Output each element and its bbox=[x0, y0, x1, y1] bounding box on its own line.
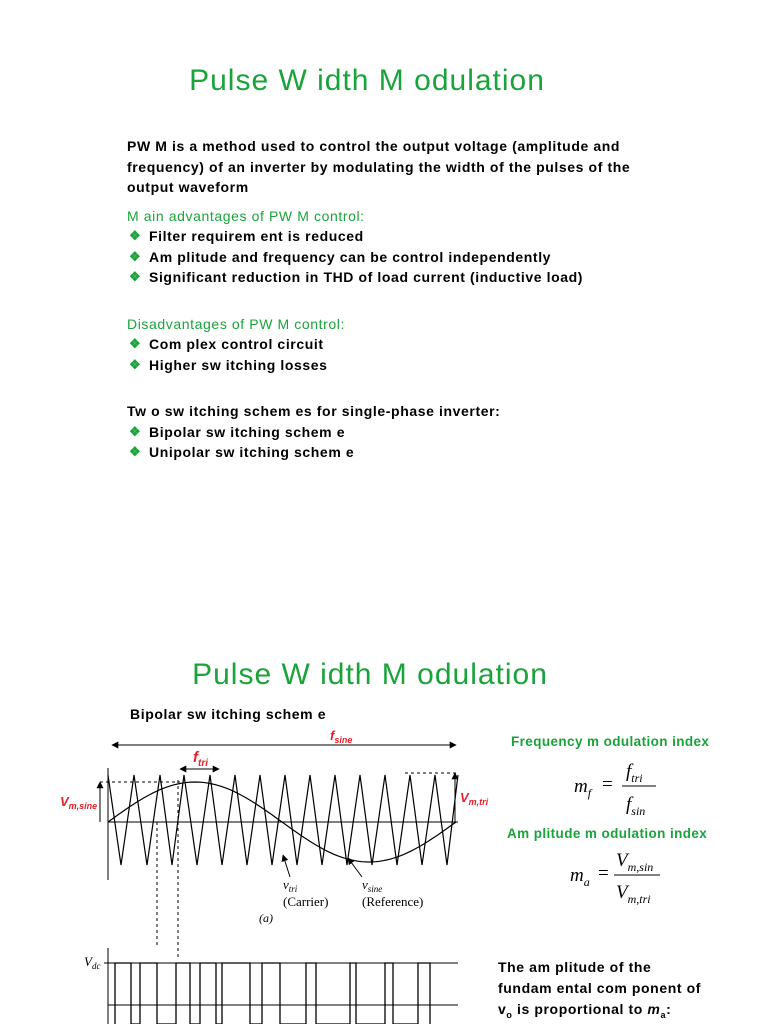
intro-paragraph: PW M is a method used to control the output voltage (amplitude and frequency) of an inverter by modulating the width of the pulses of the output waveform bbox=[127, 138, 631, 195]
v-sine-label: $v_{sine}$ bbox=[362, 877, 383, 894]
svg-text:=: = bbox=[598, 863, 609, 884]
advantages-heading: M ain advantages of PW M control: bbox=[127, 207, 365, 224]
triangle-carrier-wave bbox=[108, 775, 458, 865]
frequency-modulation-formula bbox=[574, 761, 656, 818]
list-item: ❖ Unipolar sw itching schem e bbox=[129, 444, 355, 460]
diamond-bullet-icon: ❖ bbox=[129, 336, 142, 351]
v-tri-label: $v_{tri}$ bbox=[283, 877, 298, 894]
vdc-label: $V_{dc}$ bbox=[84, 954, 101, 971]
svg-text:fsin: $f_{sin}$ bbox=[626, 794, 646, 818]
list-item: ❖ Significant reduction in THD of load current (inductive load) bbox=[129, 269, 584, 285]
svg-text:=: = bbox=[602, 774, 613, 795]
svg-text:mf: $m_f$ bbox=[574, 776, 592, 800]
list-item: ❖ Am plitude and frequency can be control independently bbox=[129, 248, 552, 265]
f-tri-label: $f_{tri}$ bbox=[193, 749, 208, 769]
vm-tri-label: $V_{m,tri}$ bbox=[460, 790, 489, 807]
diamond-bullet-icon: ❖ bbox=[129, 248, 142, 264]
svg-text:Vm,tri: $V_{m,tri}$ bbox=[616, 882, 651, 906]
diamond-bullet-icon: ❖ bbox=[129, 228, 142, 243]
svg-text:ma: $m_a$ bbox=[570, 865, 590, 889]
slide-2-title: Pulse W idth M odulation bbox=[192, 658, 548, 691]
amplitude-modulation-index-label: Am plitude m odulation index bbox=[507, 826, 708, 841]
bipolar-scheme-label: Bipolar sw itching schem e bbox=[130, 706, 327, 722]
amplitude-line-2: fundam ental com ponent of bbox=[498, 980, 702, 996]
diamond-bullet-icon: ❖ bbox=[129, 269, 142, 284]
frequency-modulation-index-label: Frequency m odulation index bbox=[511, 734, 710, 749]
amplitude-modulation-formula bbox=[570, 850, 660, 906]
list-item: ❖ Higher sw itching losses bbox=[129, 356, 328, 373]
reference-label: (Reference) bbox=[362, 894, 424, 909]
diamond-bullet-icon: ❖ bbox=[129, 356, 142, 372]
diamond-bullet-icon: ❖ bbox=[129, 444, 142, 459]
list-item: ❖ Com plex control circuit bbox=[129, 336, 324, 352]
carrier-label: (Carrier) bbox=[283, 894, 329, 909]
schemes-heading: Tw o sw itching schem es for single-phase inverter: bbox=[127, 403, 501, 419]
page-title: Pulse W idth M odulation bbox=[189, 64, 545, 97]
svg-text:Vm,sin: $V_{m,sin}$ bbox=[616, 850, 654, 874]
vm-sine-label: $V_{m,sine}$ bbox=[60, 794, 98, 811]
pwm-output-waveform bbox=[115, 963, 430, 1024]
figure-a-label: (a) bbox=[259, 911, 273, 925]
svg-text:ftri: $f_{tri}$ bbox=[626, 761, 643, 785]
carrier-pointer bbox=[283, 855, 290, 877]
f-sine-label: $f_{sine}$ bbox=[330, 728, 353, 745]
diamond-bullet-icon: ❖ bbox=[129, 423, 142, 439]
amplitude-line-3: $v_o$ is proportional to $m_a$: bbox=[498, 1001, 672, 1020]
amplitude-line-1: The am plitude of the bbox=[498, 959, 652, 975]
disadvantages-heading: Disadvantages of PW M control: bbox=[127, 315, 345, 332]
list-item: ❖ Filter requirem ent is reduced bbox=[129, 228, 364, 244]
list-item: ❖ Bipolar sw itching schem e bbox=[129, 423, 346, 440]
